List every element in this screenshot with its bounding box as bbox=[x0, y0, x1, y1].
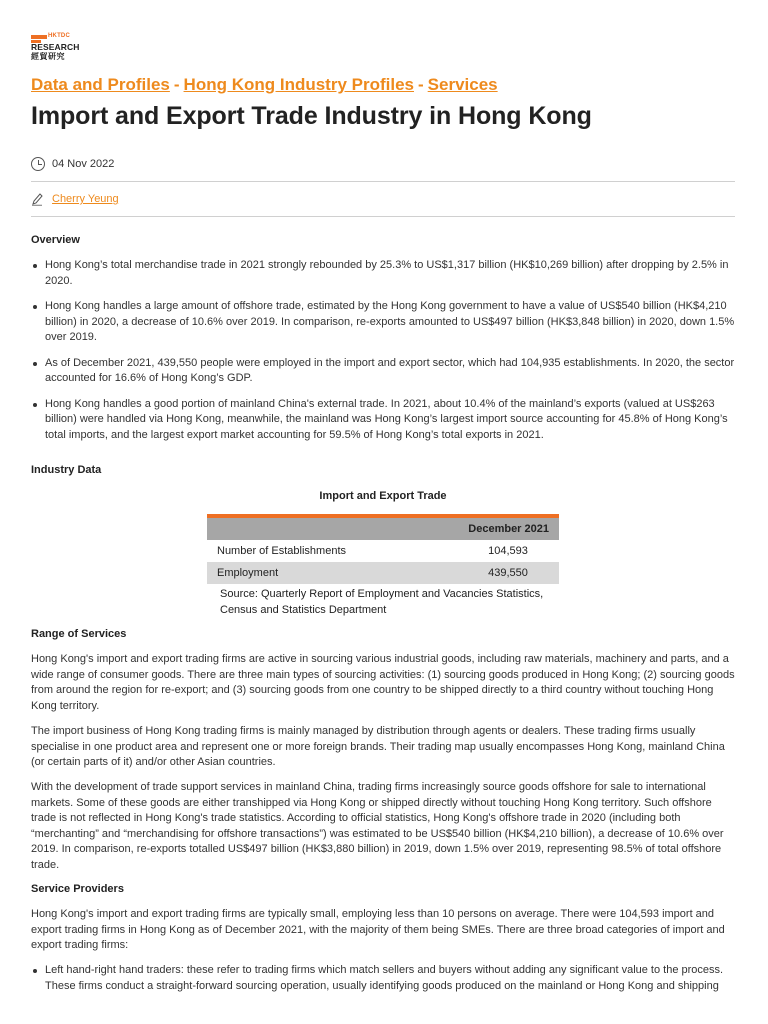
logo-research-text: RESEARCH bbox=[31, 42, 80, 52]
hktdc-research-logo[interactable] bbox=[31, 33, 91, 61]
table-cell-label: Employment bbox=[217, 567, 279, 579]
paragraph: Hong Kong's import and export trading firms are active in sourcing various industrial goods, including raw materials, machinery and parts, and a wide range of consumer goods. There are three main types of sourcing activities: (1) sourcing goods produced in Hong Kong; (2) sourcing goods from around the region for re-export; and (3) sourcing goods from one country to be shipped directly to a third country without touching Hong Kong territory. bbox=[31, 653, 735, 712]
list-item: Left hand-right hand traders: these refer to trading firms which match sellers and buyers without adding any significant value to the process. These firms conduct a straight-forward sourcing operation, usually identifying goods produced on the mainland or Hong Kong and shipping bbox=[31, 963, 735, 994]
table-row bbox=[207, 562, 559, 584]
paragraph: With the development of trade support services in mainland China, trading firms increasingly source goods offshore for sale to international markets. Some of these goods are either transhipped via Hong Kong or shipped directly without touching Hong Kong territory. Such offshore trade is not reflected in Hong Kong's trade statistics. According to official statistics, Hong Kong's offshore trade in 2020 (including both “merchanting” and “merchandising for offshore transactions”) was estimated to be US$540 billion (HK$4,210 billion), a decrease of 10.6% over 2019. In comparison, re-exports totalled US$497 billion (HK$3,880 billion) in 2019, down 1.5% over 2019, representing 98.5% of total offshore trade. bbox=[31, 781, 724, 871]
table-source: Source: Quarterly Report of Employment and Vacancies Statistics, Census and Statistics Department bbox=[220, 588, 544, 616]
table-column-header: December 2021 bbox=[468, 523, 549, 535]
list-item: Hong Kong handles a large amount of offshore trade, estimated by the Hong Kong government to have a value of US$540 billion (HK$4,210 billion) in 2020, a decrease of 10.6% over 2019. In comparison, re-exports amounted to US$497 billion (HK$3,848 billion) in 2020, down 1.5% over 2019. bbox=[31, 299, 735, 346]
breadcrumb-separator: - bbox=[173, 75, 180, 94]
table-header-row bbox=[207, 518, 559, 540]
service-providers-heading: Service Providers bbox=[31, 883, 124, 895]
author bbox=[31, 190, 119, 208]
industry-data-table bbox=[207, 514, 559, 584]
author-link[interactable]: Cherry Yeung bbox=[52, 193, 119, 205]
breadcrumb-services[interactable]: Services bbox=[427, 75, 498, 94]
breadcrumb-hong-kong-industry-profiles[interactable]: Hong Kong Industry Profiles bbox=[183, 75, 414, 94]
table-title: Import and Export Trade bbox=[319, 490, 447, 502]
logo-stripe bbox=[31, 35, 47, 39]
industry-data-heading: Industry Data bbox=[31, 464, 102, 476]
list-item: Hong Kong’s total merchandise trade in 2021 strongly rebounded by 25.3% to US$1,317 billion (HK$10,269 billion) after dropping by 2.5% in 2020. bbox=[31, 258, 735, 289]
overview-heading: Overview bbox=[31, 234, 80, 246]
table-cell-label: Number of Establishments bbox=[217, 545, 346, 557]
paragraph: Hong Kong's import and export trading firms are typically small, employing less than 10 persons on average. There were 104,593 import and export trading firms in Hong Kong as of December 2021, with the majority of them being SMEs. There are three broad categories of import and export trading firms: bbox=[31, 908, 725, 951]
divider bbox=[31, 181, 735, 182]
logo-chinese-text: 經貿研究 bbox=[31, 52, 65, 61]
table-cell-value: 104,593 bbox=[488, 545, 528, 557]
service-providers-list bbox=[31, 963, 735, 994]
list-item: Hong Kong handles a good portion of mainland China's external trade. In 2021, about 10.4% of the mainland’s exports (valued at US$263 billion) were handled via Hong Kong, meanwhile, the mainland was Hong Kong’s largest import source accounting for 45.8% of Hong Kong’s total imports, and the largest export market accounting for 59.5% of Hong Kong’s total exports in 2021. bbox=[31, 397, 735, 444]
table-cell-value: 439,550 bbox=[488, 567, 528, 579]
table-row bbox=[207, 540, 559, 562]
overview-list bbox=[31, 258, 735, 443]
logo-brand: HKTDC bbox=[48, 33, 70, 39]
publish-date-text: 04 Nov 2022 bbox=[52, 158, 115, 170]
pencil-icon bbox=[31, 192, 43, 206]
paragraph: The import business of Hong Kong trading firms is mainly managed by distribution through agents or dealers. These trading firms usually specialise in one product area and represent one or more foreign brands. Their trading map usually encompasses Hong Kong, mainland China (or certain parts of it) and/or other Asian countries. bbox=[31, 725, 725, 768]
page-title: Import and Export Trade Industry in Hong Kong bbox=[31, 102, 592, 130]
range-of-services-heading: Range of Services bbox=[31, 628, 127, 640]
breadcrumb-data-and-profiles[interactable]: Data and Profiles bbox=[31, 75, 170, 94]
clock-icon bbox=[31, 157, 45, 171]
publish-date bbox=[31, 155, 114, 173]
list-item: As of December 2021, 439,550 people were employed in the import and export sector, which had 104,935 establishments. In 2020, the sector accounted for 16.6% of Hong Kong’s GDP. bbox=[31, 356, 735, 387]
divider bbox=[31, 216, 735, 217]
breadcrumb-separator: - bbox=[418, 75, 424, 94]
breadcrumb bbox=[31, 75, 498, 95]
